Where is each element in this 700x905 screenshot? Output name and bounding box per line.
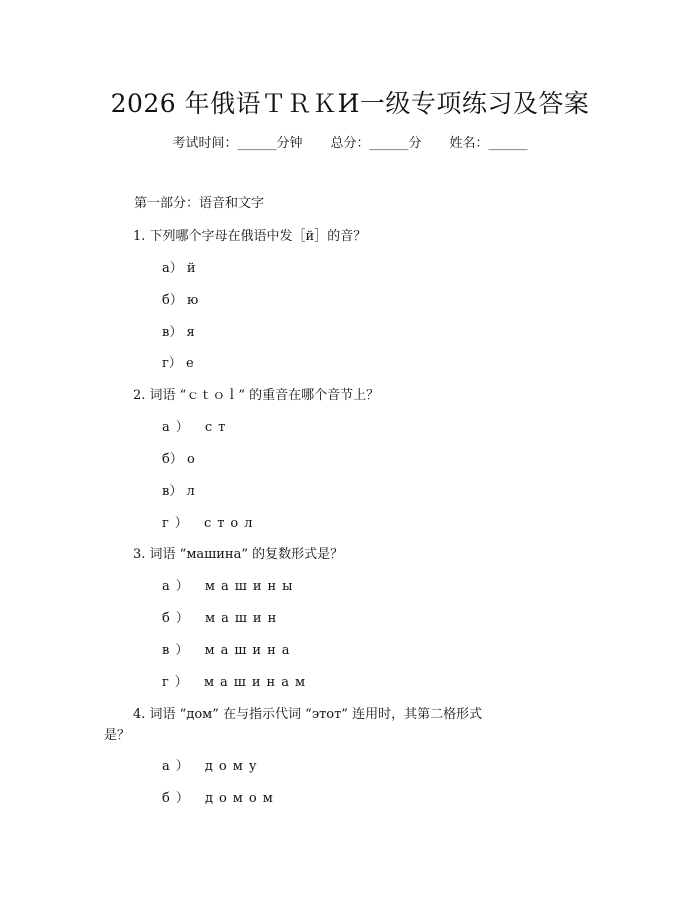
document-title: 2026 年俄语ＴＲＫИ一级专项练习及答案: [110, 89, 590, 118]
section-title: 第一部分：语音和文字: [134, 196, 265, 211]
question-4-line-1: 4. 词语 “дом” 在与指示代词 “этот” 连用时，其第二格形式: [133, 707, 483, 722]
question-1: 1. 下列哪个字母在俄语中发［й］的音？: [133, 229, 367, 244]
exam-time-field: 考试时间：______分钟: [172, 136, 303, 151]
question-1-option-b: б） ю: [162, 293, 199, 308]
total-score-field: 总分：______分: [330, 136, 422, 151]
question-2-option-a: а） ст: [162, 420, 232, 435]
question-3-option-c: в） машина: [162, 643, 296, 658]
question-2-option-d: г） стол: [162, 516, 259, 531]
question-3: 3. 词语 “машина” 的复数形式是？: [133, 547, 344, 562]
question-1-option-c: в） я: [162, 325, 195, 340]
question-3-option-a: а） машины: [162, 579, 299, 594]
exam-meta-line: [0, 132, 700, 151]
question-1-option-a: а） й: [162, 261, 196, 276]
question-3-option-b: б） машин: [162, 611, 283, 626]
question-4-option-b: б） домом: [162, 791, 279, 806]
question-2: 2. 词语 “ｃｔｏｌ” 的重音在哪个音节上？: [133, 388, 380, 403]
question-4-option-a: а） дому: [162, 759, 263, 774]
student-name-field: 姓名：______: [449, 136, 528, 151]
question-4-line-2: 是？: [104, 728, 131, 743]
question-2-option-b: б） о: [162, 452, 195, 467]
question-3-option-d: г） машинам: [162, 675, 312, 690]
question-1-option-d: г） е: [162, 356, 194, 371]
question-2-option-c: в） л: [162, 484, 195, 499]
